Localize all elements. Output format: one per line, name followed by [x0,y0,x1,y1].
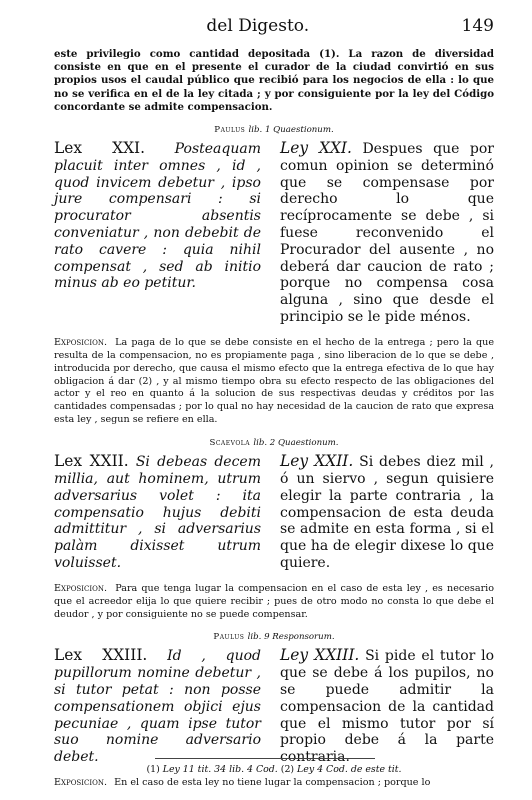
law-block [54,453,494,572]
latin-column [54,140,261,326]
page-number: 149 [461,16,494,36]
latin-text: Posteaquam placuit inter omnes , id , quod invicem debetur , ipso jure compensari : si procurator absentis conveniatur , non debebit de rato cavere : quia nihil compensat , sed ab initio minus ab eo petitur. [54,141,261,292]
law-block [54,647,494,766]
source-author: Paulus [214,125,246,136]
source-author: Scaevola [209,438,251,449]
spanish-column [280,647,494,766]
source-line [54,125,494,135]
source-book: lib. 1 Quaestionum. [248,125,334,136]
latin-column [54,647,261,766]
exposition-label: Exposicion. [54,582,108,594]
latin-law-label: Lex XXI. [54,139,145,158]
exposition [54,337,494,427]
document-page [54,16,494,790]
source-author: Paulus [213,632,245,643]
exposition-label: Exposicion. [54,336,108,348]
footnotes [54,764,494,775]
spanish-text: Despues que por comun opinion se determinó que se compensase por derecho lo que recíprocamente se debe , si fuese reconvenido el Procurador del ausente , no deberá dar caucion de rato ; porque no compensa cosa alguna , sino que desde el principio se le pide ménos. [280,141,494,325]
latin-column [54,453,261,572]
exposition-text: La paga de lo que se debe consiste en el hecho de la entrega ; pero la que resulta de la compensacion, no es propiamente paga , sino liberacion de lo que se debe , introducida por derecho, que causa el mismo efecto que la entrega efectiva de lo que hay obligacion á dar (2) , y al mismo tiempo obra su efecto respecto de las obligaciones del actor y el reo en quanto á la solucion de sus respectivas deudas y créditos por las cantidades compensadas ; por lo qual no hay necesidad de la caucion de rato que expresa esta ley , segun se refiere en ella. [54,336,494,426]
running-title: del Digesto. [206,16,310,36]
latin-text: Si debeas decem millia, aut hominem, utrum adversarius volet : ita compensatio hujus debiti admittitur , si adversarius palàm dixisset utrum voluisset. [54,454,261,571]
page-header [54,16,494,42]
footnote-reference: Ley 4 Cod. de este tit. [297,764,402,775]
spanish-law-label: Ley XXI. [280,139,352,158]
footnote-marker: (2) [280,764,295,775]
spanish-law-label: Ley XXIII. [280,646,360,665]
source-book: lib. 9 Responsorum. [247,632,335,643]
exposition [54,777,494,790]
spanish-text: Si pide el tutor lo que se debe á los pupilos, no se puede admitir la compensacion de la cantidad que el mismo tutor por sí propio debe á la parte contraria. [280,648,494,766]
intro-paragraph: este privilegio como cantidad depositada (1). La razon de diversidad consiste en que en el presente el curador de la ciudad convirtió en sus propios usos el caudal público que recibió para los negocios de ella : lo que no se verifica en el de la ley citada ; y por consiguiente por la ley del Código concordante se admite compensacion. [54,48,494,113]
spanish-text: Si debes diez mil , ó un siervo , segun quisiere elegir la parte contraria , la compensacion de esta deuda se admite en esta forma , si el que ha de elegir dixese lo que quiere. [280,454,494,571]
latin-text: Id , quod pupillorum nomine debetur , si tutor petat : non posse compensationem objici ejus pecuniae , quam ipse tutor suo nomine adversario debet. [54,648,261,766]
footnote-marker: (1) [146,764,160,775]
latin-law-label: Lex XXIII. [54,646,148,665]
source-line [54,632,494,642]
spanish-law-label: Ley XXII. [280,452,354,471]
source-book: lib. 2 Quaestionum. [253,438,339,449]
law-block [54,140,494,326]
spanish-column [280,453,494,572]
spanish-column [280,140,494,326]
source-line [54,438,494,448]
exposition-text: En el caso de esta ley no tiene lugar la compensacion ; porque lo [114,777,431,788]
latin-law-label: Lex XXII. [54,452,129,471]
footnote-reference: Ley 11 tit. 34 lib. 4 Cod. [162,764,278,775]
footnote-divider [155,758,375,759]
exposition [54,583,494,622]
exposition-text: Para que tenga lugar la compensacion en el caso de esta ley , es necesario que el acreedor elija lo que quiere recibir ; pues de otro modo no consta lo que debe el deudor , y por consiguiente no se puede compensar. [54,582,494,620]
exposition-label: Exposicion. [54,777,108,788]
